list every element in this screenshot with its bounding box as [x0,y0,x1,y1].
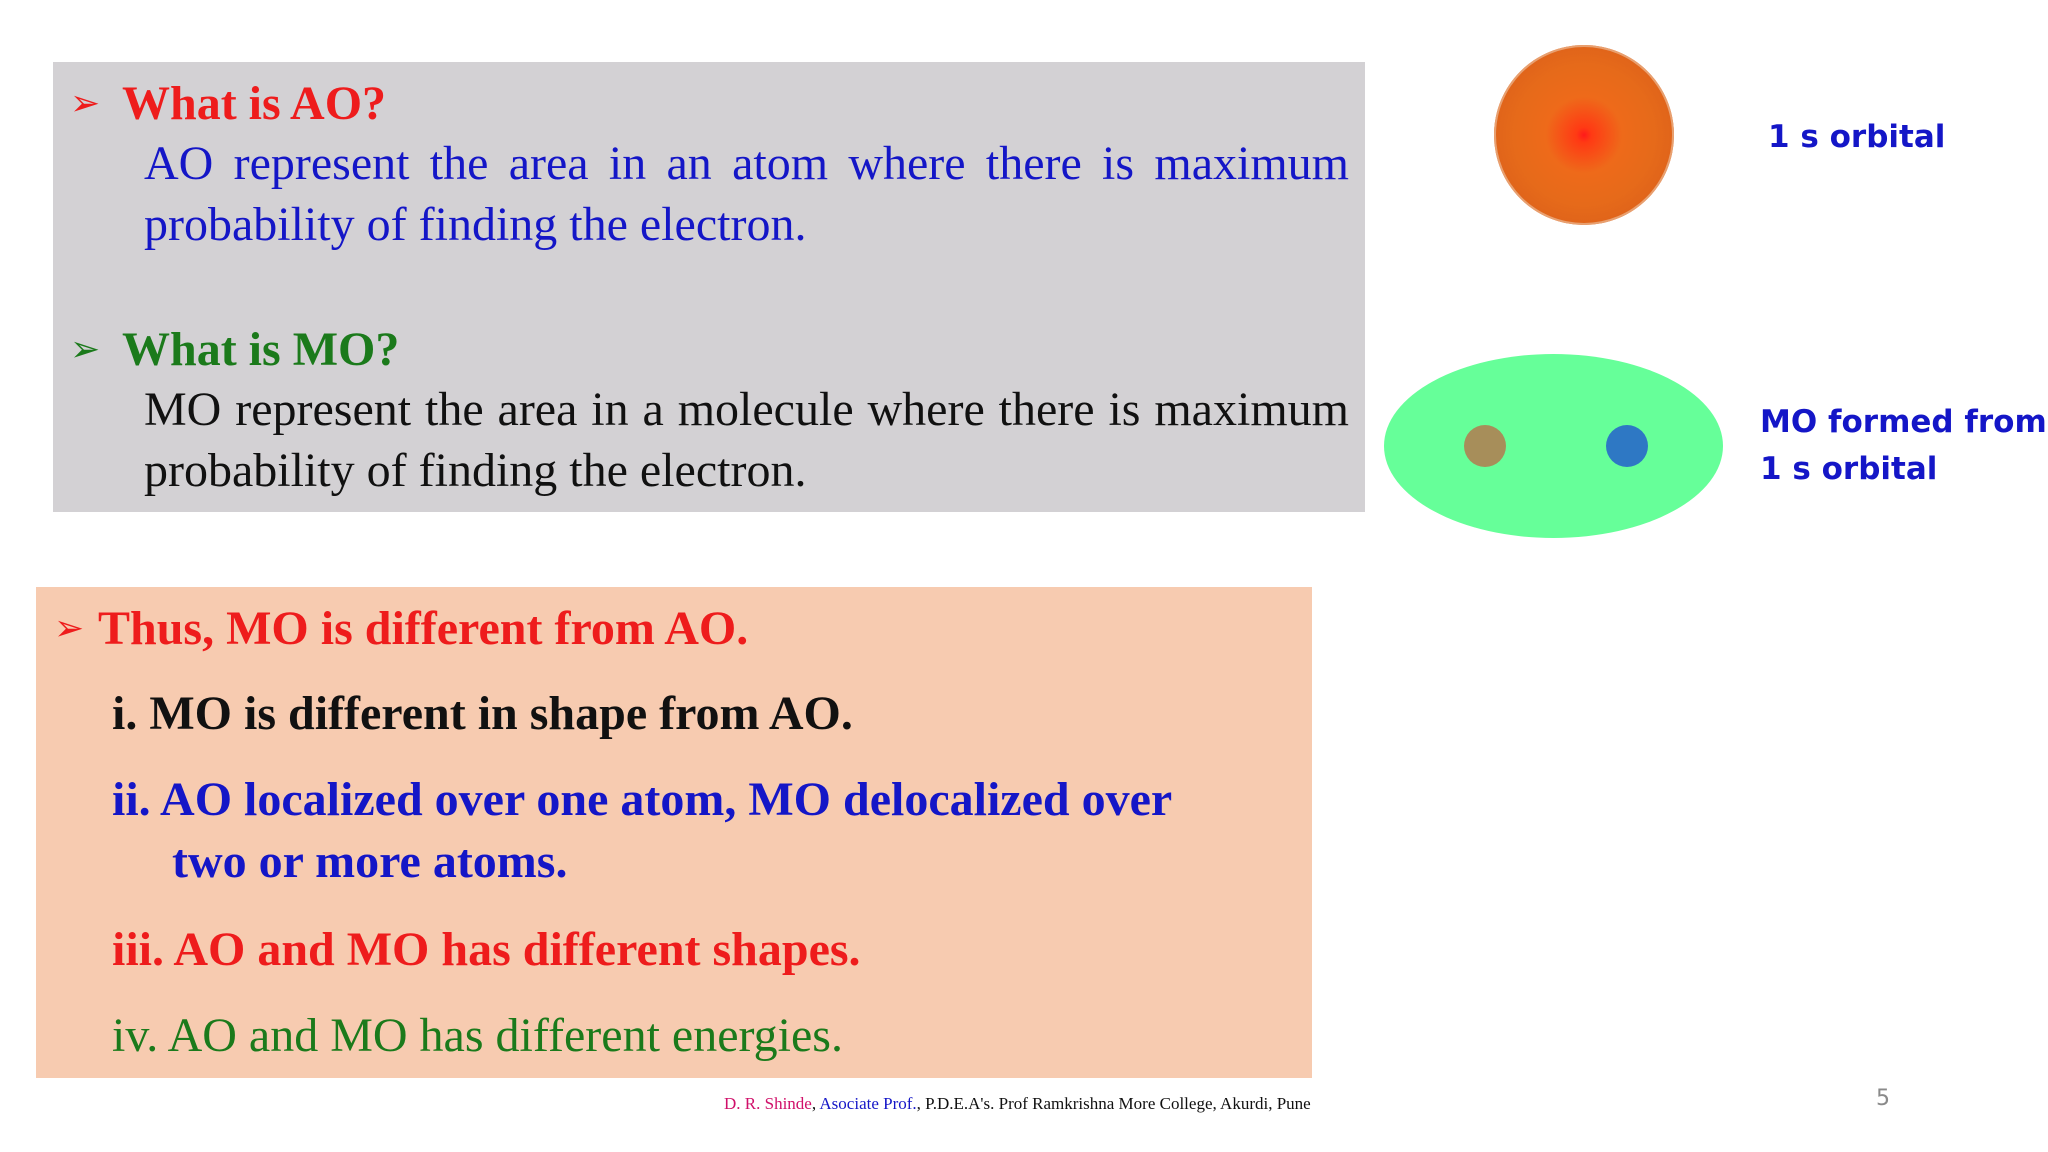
nucleus-left [1464,425,1506,467]
slide-footer [724,1094,1311,1114]
difference-item-1: i. MO is different in shape from AO. [112,687,853,740]
footer-role: Asociate Prof. [819,1094,917,1113]
mo-diagram-label-line-1: MO formed from [1760,404,2047,440]
differences-heading [54,604,748,654]
difference-item-3: iii. AO and MO has different shapes. [112,923,861,976]
footer-author: D. R. Shinde [724,1094,812,1113]
question-mo [70,323,400,376]
molecular-orbital-diagram [1384,354,1723,538]
nucleus-right [1606,425,1648,467]
footer-separator: , [811,1094,820,1113]
bullet-arrow-icon: ➢ [70,329,101,370]
bullet-arrow-icon: ➢ [54,608,85,649]
slide-number: 5 [1876,1086,1890,1111]
difference-item-2: ii. AO localized over one atom, MO delocalized over [112,773,1173,826]
mo-diagram-label [1760,399,2047,493]
difference-item-4: iv. AO and MO has different energies. [112,1009,843,1062]
question-ao-text: What is AO? [122,77,387,130]
differences-heading-text: Thus, MO is different from AO. [98,602,749,655]
question-ao [70,77,387,130]
difference-item-2-continued: two or more atoms. [172,835,568,888]
1s-orbital-label: 1 s orbital [1768,119,1946,155]
answer-mo: MO represent the area in a molecule where there is maximum probability of finding the electron. [144,383,1349,497]
mo-diagram-label-line-2: 1 s orbital [1760,451,1938,487]
footer-institution: , P.D.E.A's. Prof Ramkrishna More College, Akurdi, Pune [916,1094,1311,1113]
1s-orbital-diagram [1494,45,1674,225]
bullet-arrow-icon: ➢ [70,83,101,124]
answer-ao: AO represent the area in an atom where there is maximum probability of finding the electron. [144,137,1349,251]
question-mo-text: What is MO? [122,323,400,376]
